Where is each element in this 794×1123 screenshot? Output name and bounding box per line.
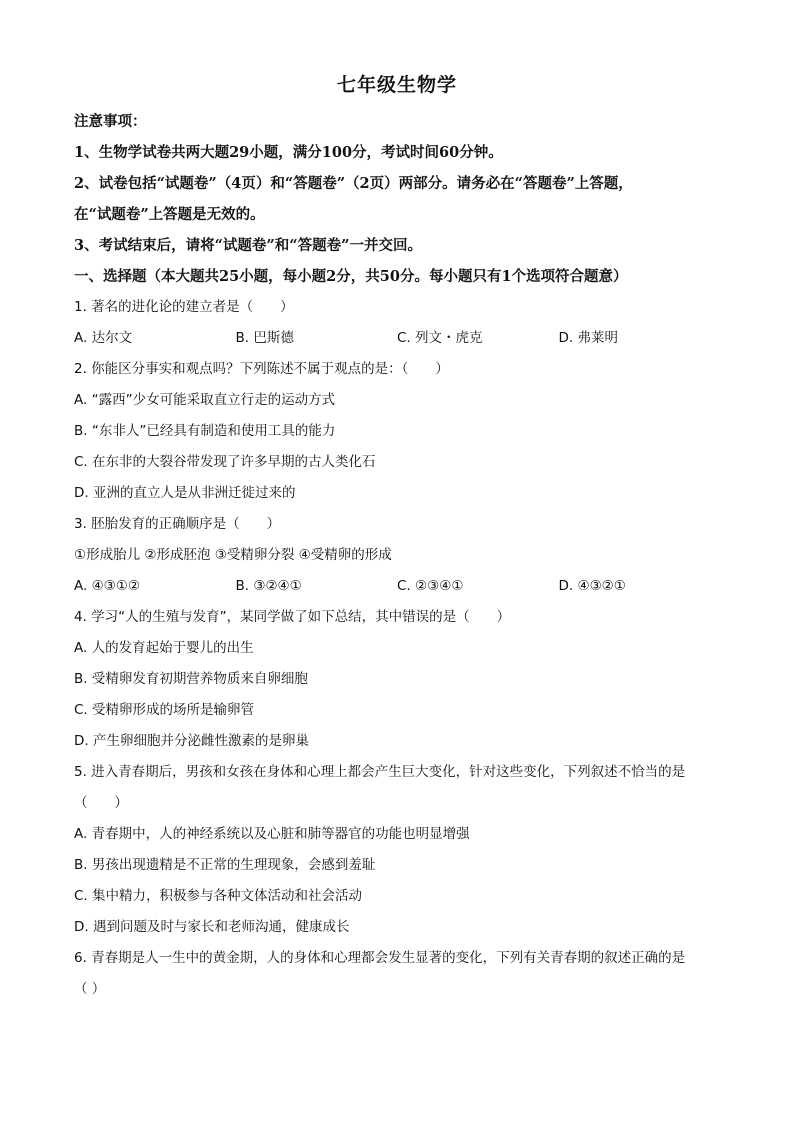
q1-option-d: D. 弗莱明 (558, 330, 618, 346)
q3-option-b: B. ③②④① (235, 578, 302, 594)
notice-item-1: 1、生物学试卷共两大题29小题，满分100分，考试时间60分钟。 (74, 144, 503, 161)
notice-item-2-cont: 在“试题卷”上答题是无效的。 (74, 206, 265, 223)
q2-option-c: C. 在东非的大裂谷带发现了许多早期的古人类化石 (74, 454, 376, 470)
q3-option-a: A. ④③①② (74, 578, 140, 594)
q4-option-b: B. 受精卵发育初期营养物质来自卵细胞 (74, 671, 308, 687)
question-4-stem: 4. 学习“人的生殖与发育”，某同学做了如下总结，其中错误的是（ ） (74, 609, 511, 625)
page-title: 七年级生物学 (336, 74, 457, 96)
question-3-stem: 3. 胚胎发育的正确顺序是（ ） (74, 516, 281, 532)
q2-option-a: A. “露西”少女可能采取直立行走的运动方式 (74, 392, 336, 408)
exam-content (74, 106, 720, 1005)
q2-option-b: B. “东非人”已经具有制造和使用工具的能力 (74, 423, 336, 439)
question-3-sub: ①形成胎儿 ②形成胚泡 ③受精卵分裂 ④受精卵的形成 (74, 547, 392, 563)
question-6-stem: 6. 青春期是人一生中的黄金期，人的身体和心理都会发生显著的变化，下列有关青春期的叙述正确的是 (74, 950, 686, 966)
notice-item-2: 2、试卷包括“试题卷”（4页）和“答题卷”（2页）两部分。请务必在“答题卷”上答题， (74, 175, 633, 192)
question-5-stem-cont: （ ） (74, 795, 128, 811)
q4-option-a: A. 人的发育起始于婴儿的出生 (74, 640, 254, 656)
question-3-options (74, 571, 720, 602)
question-5-stem: 5. 进入青春期后，男孩和女孩在身体和心理上都会产生巨大变化，针对这些变化，下列叙述不恰当的是 (74, 764, 686, 780)
notice-item-3: 3、考试结束后，请将“试题卷”和“答题卷”一并交回。 (74, 237, 422, 254)
q1-option-c: C. 列文・虎克 (397, 330, 483, 346)
q3-option-d: D. ④③②① (558, 578, 626, 594)
q4-option-d: D. 产生卵细胞并分泌雌性激素的是卵巢 (74, 733, 309, 749)
q5-option-c: C. 集中精力，积极参与各种文体活动和社会活动 (74, 888, 363, 904)
q1-option-b: B. 巴斯德 (235, 330, 294, 346)
q3-option-c: C. ②③④① (397, 578, 464, 594)
question-2-stem: 2. 你能区分事实和观点吗？下列陈述不属于观点的是：（ ） (74, 361, 449, 377)
q5-option-b: B. 男孩出现遗精是不正常的生理现象，会感到羞耻 (74, 857, 376, 873)
section-heading: 一、选择题（本大题共25小题，每小题2分，共50分。每小题只有1个选项符合题意） (74, 268, 628, 285)
question-1-options (74, 323, 720, 354)
q4-option-c: C. 受精卵形成的场所是输卵管 (74, 702, 255, 718)
notice-heading: 注意事项： (74, 113, 147, 130)
question-1-stem: 1. 著名的进化论的建立者是（ ） (74, 299, 294, 315)
q2-option-d: D. 亚洲的直立人是从非洲迁徙过来的 (74, 485, 296, 501)
q1-option-a: A. 达尔文 (74, 330, 133, 346)
q5-option-d: D. 遇到问题及时与家长和老师沟通，健康成长 (74, 919, 350, 935)
question-6-stem-cont: （ ） (74, 981, 106, 997)
q5-option-a: A. 青春期中，人的神经系统以及心脏和肺等器官的功能也明显增强 (74, 826, 470, 842)
